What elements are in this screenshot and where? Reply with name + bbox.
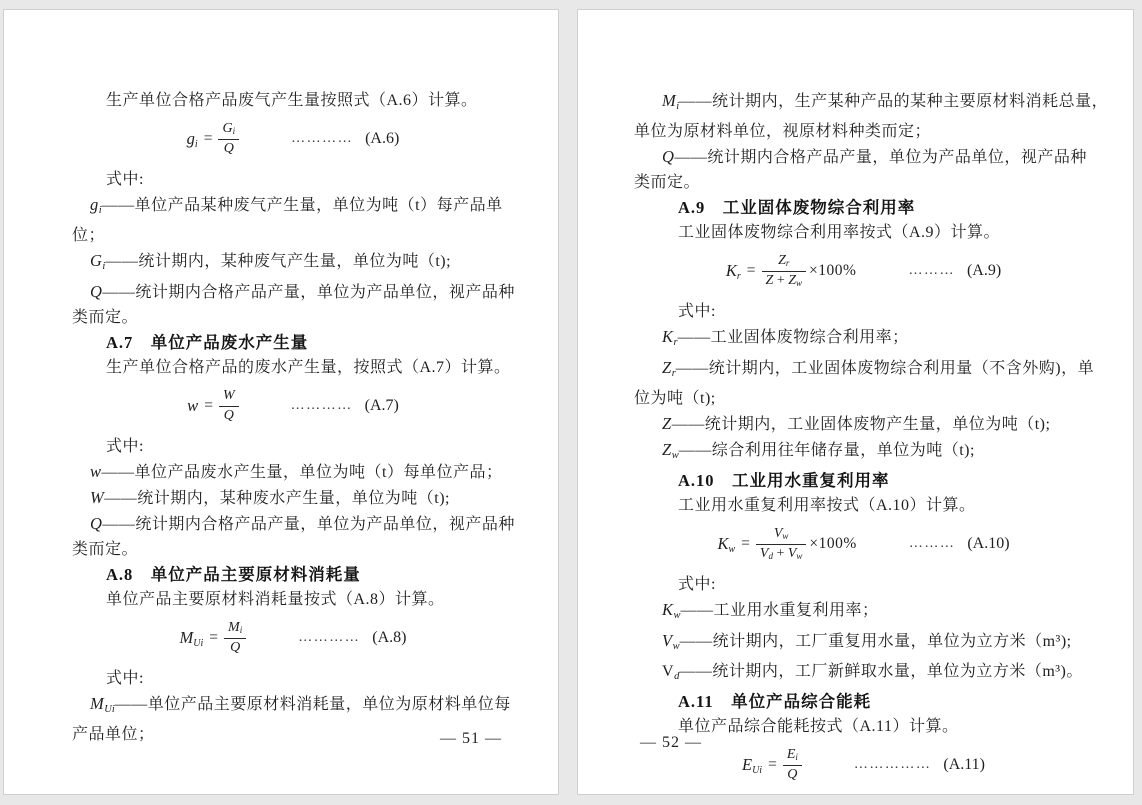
- text-run: ——综合利用往年储存量，单位为吨（t);: [678, 442, 975, 459]
- definition-line: [634, 437, 1093, 468]
- text-run: ——统计期内，工业固体废物综合利用量（不含外购)，单: [675, 360, 1095, 377]
- subscript: d: [768, 550, 773, 561]
- fraction: [756, 525, 807, 562]
- section-heading: [72, 330, 514, 355]
- denominator: [762, 271, 807, 290]
- equation: [726, 252, 857, 289]
- subscript: w: [671, 450, 679, 461]
- equation: [187, 120, 239, 157]
- text-run: +: [773, 272, 789, 288]
- numerator: [762, 252, 807, 270]
- page-number-51: — 51 —: [440, 730, 502, 747]
- text-run: ——工业固体废物综合利用率；: [677, 329, 909, 346]
- subscript: i: [98, 205, 102, 216]
- text-run: ——统计期内合格产品产量，单位为产品单位，视产品种: [102, 284, 515, 301]
- text-run: ——统计期内，某种废气产生量，单位为吨（t);: [105, 253, 452, 270]
- text-run: ——统计期内，生产某种产品的某种主要原材料消耗总量，: [679, 93, 1109, 110]
- definition-line: [72, 279, 514, 305]
- subscript: i: [194, 138, 198, 150]
- paragraph-line: [634, 119, 1093, 144]
- text-run: 产品单位；: [72, 726, 155, 743]
- text-run: 类而定。: [634, 174, 701, 191]
- paragraph-line: [634, 714, 1093, 739]
- variable-name: Q: [787, 766, 798, 782]
- subscript: r: [673, 337, 678, 348]
- variable-name: V: [773, 526, 783, 542]
- equals-sign: =: [741, 535, 750, 552]
- text-run: +: [772, 545, 788, 561]
- subscript: w: [728, 543, 736, 555]
- equals-sign: =: [209, 629, 219, 646]
- dot-leader: …………: [298, 630, 361, 645]
- equation-lhs: [726, 261, 741, 282]
- text-run: 单位产品综合能耗按式（A.11）计算。: [678, 718, 959, 735]
- definition-line: [72, 192, 514, 223]
- paragraph-line: [634, 493, 1093, 518]
- formula-label: (A.10): [967, 535, 1010, 552]
- text-run: 位；: [72, 227, 106, 244]
- subscript: Ui: [193, 637, 204, 649]
- paragraph-line: [72, 223, 514, 248]
- numerator: [218, 120, 239, 138]
- paragraph-line: [72, 537, 514, 562]
- paragraph-line: [634, 220, 1093, 245]
- numerator: [756, 525, 807, 543]
- dot-leader: ……………: [853, 757, 932, 772]
- definition-line: [634, 628, 1093, 659]
- text-run: 式中:: [106, 171, 144, 188]
- text-run: ——统计期内合格产品产量，单位为产品单位，视产品种: [102, 516, 515, 533]
- section-heading: [634, 689, 1093, 714]
- variable-name: Q: [223, 407, 234, 423]
- variable-name: Z: [662, 440, 672, 459]
- equation: [742, 746, 802, 783]
- subscript: Ui: [104, 704, 115, 715]
- formula-a8: [72, 617, 514, 659]
- section-heading: [634, 468, 1093, 493]
- fraction: [219, 387, 239, 424]
- subscript: w: [796, 277, 803, 288]
- percent-multiplier: ×100%: [809, 262, 857, 279]
- denominator: [783, 765, 802, 784]
- variable-name: V: [759, 545, 769, 561]
- paragraph-line: [634, 572, 1093, 597]
- variable-name: M: [228, 620, 240, 636]
- subscript: i: [795, 752, 798, 763]
- text-run: 式中:: [106, 670, 144, 687]
- variable-name: W: [222, 388, 235, 404]
- definition-line: [634, 411, 1093, 437]
- equals-sign: =: [204, 397, 213, 414]
- text-run: 工业固体废物综合利用率按式（A.9）计算。: [678, 224, 1001, 241]
- text-run: 位为吨（t);: [634, 390, 716, 407]
- definition-line: [72, 485, 514, 511]
- definition-line: [634, 88, 1109, 119]
- text-run: ——统计期内，工厂重复用水量，单位为立方米（m³);: [679, 633, 1072, 650]
- subscript: r: [671, 368, 676, 379]
- denominator: [756, 544, 807, 563]
- formula-a9: [634, 250, 1093, 292]
- text-run: 生产单位合格产品废气产生量按照式（A.6）计算。: [106, 92, 478, 109]
- definition-line: [72, 248, 514, 279]
- dot-leader: ………: [908, 536, 956, 551]
- dot-leader: ………: [908, 263, 955, 278]
- definition-line: [72, 511, 514, 537]
- page-51-content: [4, 10, 558, 794]
- definition-line: [72, 459, 514, 485]
- text-run: A.9 工业固体废物综合利用率: [678, 198, 916, 217]
- subscript: i: [239, 625, 243, 636]
- fraction: [783, 746, 802, 783]
- formula-label: (A.6): [365, 130, 400, 147]
- formula-a10: [634, 523, 1093, 565]
- variable-name: M: [662, 91, 677, 110]
- paragraph-line: [634, 386, 1093, 411]
- equation-lhs: [717, 534, 735, 555]
- dot-leader: …………: [291, 131, 354, 146]
- text-run: A.10 工业用水重复利用率: [678, 471, 890, 490]
- equals-sign: =: [203, 130, 213, 147]
- variable-name: M: [90, 694, 105, 713]
- text-run: ——统计期内，工业固体废物产生量，单位为吨（t);: [671, 416, 1051, 433]
- text-run: ——单位产品废水产生量，单位为吨（t）每单位产品；: [101, 464, 503, 481]
- variable-name: V: [662, 631, 673, 650]
- denominator: [224, 638, 246, 657]
- variable-name: Z: [662, 414, 672, 433]
- variable-name: K: [662, 600, 674, 619]
- variable-name: W: [90, 488, 105, 507]
- fraction: [762, 252, 807, 289]
- numerator: [783, 746, 802, 764]
- fraction: [218, 120, 239, 157]
- subscript: w: [782, 531, 789, 542]
- formula-label: (A.7): [364, 397, 399, 414]
- variable-name: Z: [778, 253, 786, 269]
- percent-multiplier: ×100%: [809, 535, 857, 552]
- fraction: [224, 619, 246, 656]
- formula-label: (A.8): [372, 629, 407, 646]
- text-run: ——单位产品某种废气产生量，单位为吨（t）每产品单: [101, 197, 503, 214]
- subscript: w: [796, 550, 803, 561]
- text-run: 式中:: [678, 576, 716, 593]
- text-run: A.11 单位产品综合能耗: [678, 692, 872, 711]
- variable-name: Q: [90, 282, 103, 301]
- variable-name: w: [90, 462, 102, 481]
- dot-leader: …………: [290, 398, 353, 413]
- denominator: [219, 406, 239, 425]
- text-run: ——统计期内合格产品产量，单位为产品单位，视产品种: [674, 149, 1087, 166]
- text-run: A.7 单位产品废水产生量: [106, 333, 309, 352]
- variable-name: V: [787, 545, 797, 561]
- variable-name: g: [90, 195, 99, 214]
- variable-name: K: [725, 260, 737, 280]
- subscript: w: [672, 641, 680, 652]
- text-run: 单位为原材料单位，视原材料种类而定；: [634, 123, 932, 140]
- variable-name: E: [741, 754, 753, 774]
- subscript: r: [785, 258, 790, 269]
- formula-a6: [72, 118, 514, 160]
- variable-name: K: [717, 533, 729, 553]
- equation: [717, 525, 856, 562]
- equals-sign: =: [746, 262, 756, 279]
- text-run: 工业用水重复利用率按式（A.10）计算。: [678, 497, 976, 514]
- text-run: ——统计期内，工厂新鲜取水量，单位为立方米（m³)。: [679, 663, 1083, 680]
- text-run: ——统计期内，某种废水产生量，单位为吨（t);: [104, 490, 450, 507]
- equation-lhs: [180, 628, 204, 649]
- text-run: 类而定。: [72, 541, 139, 558]
- variable-name: K: [662, 327, 674, 346]
- paragraph-line: [72, 666, 514, 691]
- formula-a11: [634, 744, 1093, 786]
- variable-name: Q: [223, 140, 234, 156]
- variable-name: w: [187, 396, 199, 415]
- text-run: V: [662, 663, 675, 680]
- text-run: 单位产品主要原材料消耗量按式（A.8）计算。: [106, 591, 445, 608]
- variable-name: M: [179, 627, 194, 647]
- equation-lhs: [742, 755, 762, 776]
- text-run: 生产单位合格产品的废水产生量，按照式（A.7）计算。: [106, 359, 511, 376]
- denominator: [218, 139, 239, 158]
- variable-name: g: [186, 128, 195, 148]
- formula-label: (A.9): [966, 262, 1002, 279]
- subscript: Ui: [752, 764, 763, 776]
- section-heading: [634, 195, 1093, 220]
- variable-name: Q: [90, 514, 103, 533]
- formula-label: (A.11): [943, 756, 986, 773]
- equation-lhs: [187, 129, 198, 150]
- definition-line: [72, 691, 514, 722]
- definition-line: [634, 324, 1093, 355]
- text-run: A.8 单位产品主要原材料消耗量: [106, 565, 361, 584]
- equation: [180, 619, 247, 656]
- section-heading: [72, 562, 514, 587]
- paragraph-line: [72, 355, 514, 380]
- equation: [187, 387, 238, 424]
- page-52-content: [578, 10, 1133, 794]
- text-run: 类而定。: [72, 309, 139, 326]
- variable-name: Q: [662, 147, 675, 166]
- subscript: i: [676, 101, 680, 112]
- definition-line: [634, 597, 1093, 628]
- variable-name: Z: [765, 272, 774, 288]
- numerator: [224, 619, 246, 637]
- variable-name: Z: [662, 358, 672, 377]
- variable-name: G: [90, 251, 103, 270]
- paragraph-line: [72, 88, 514, 113]
- text-run: 式中:: [106, 438, 144, 455]
- subscript: d: [674, 671, 680, 682]
- numerator: [219, 387, 239, 405]
- text-run: 式中:: [678, 303, 716, 320]
- definition-line: [634, 659, 1093, 689]
- subscript: i: [102, 261, 106, 272]
- paragraph-line: [72, 434, 514, 459]
- formula-a7: [72, 385, 514, 427]
- paragraph-line: [634, 170, 1093, 195]
- definition-line: [634, 355, 1093, 386]
- text-run: ——单位产品主要原材料消耗量，单位为原材料单位每: [114, 696, 511, 713]
- text-run: ——工业用水重复利用率；: [680, 602, 879, 619]
- variable-name: E: [786, 747, 796, 763]
- page-52: [577, 9, 1134, 795]
- equals-sign: =: [768, 756, 777, 773]
- page-51: [3, 9, 559, 795]
- paragraph-line: [72, 305, 514, 330]
- variable-name: Z: [788, 272, 797, 288]
- page-number-52: — 52 —: [640, 734, 702, 751]
- equation-lhs: [187, 396, 198, 416]
- variable-name: G: [222, 121, 233, 137]
- paragraph-line: [72, 167, 514, 192]
- definition-line: [634, 144, 1093, 170]
- variable-name: Q: [230, 639, 241, 655]
- paragraph-line: [634, 299, 1093, 324]
- subscript: i: [232, 126, 236, 137]
- subscript: w: [673, 610, 681, 621]
- subscript: r: [736, 270, 741, 282]
- paragraph-line: [72, 587, 514, 612]
